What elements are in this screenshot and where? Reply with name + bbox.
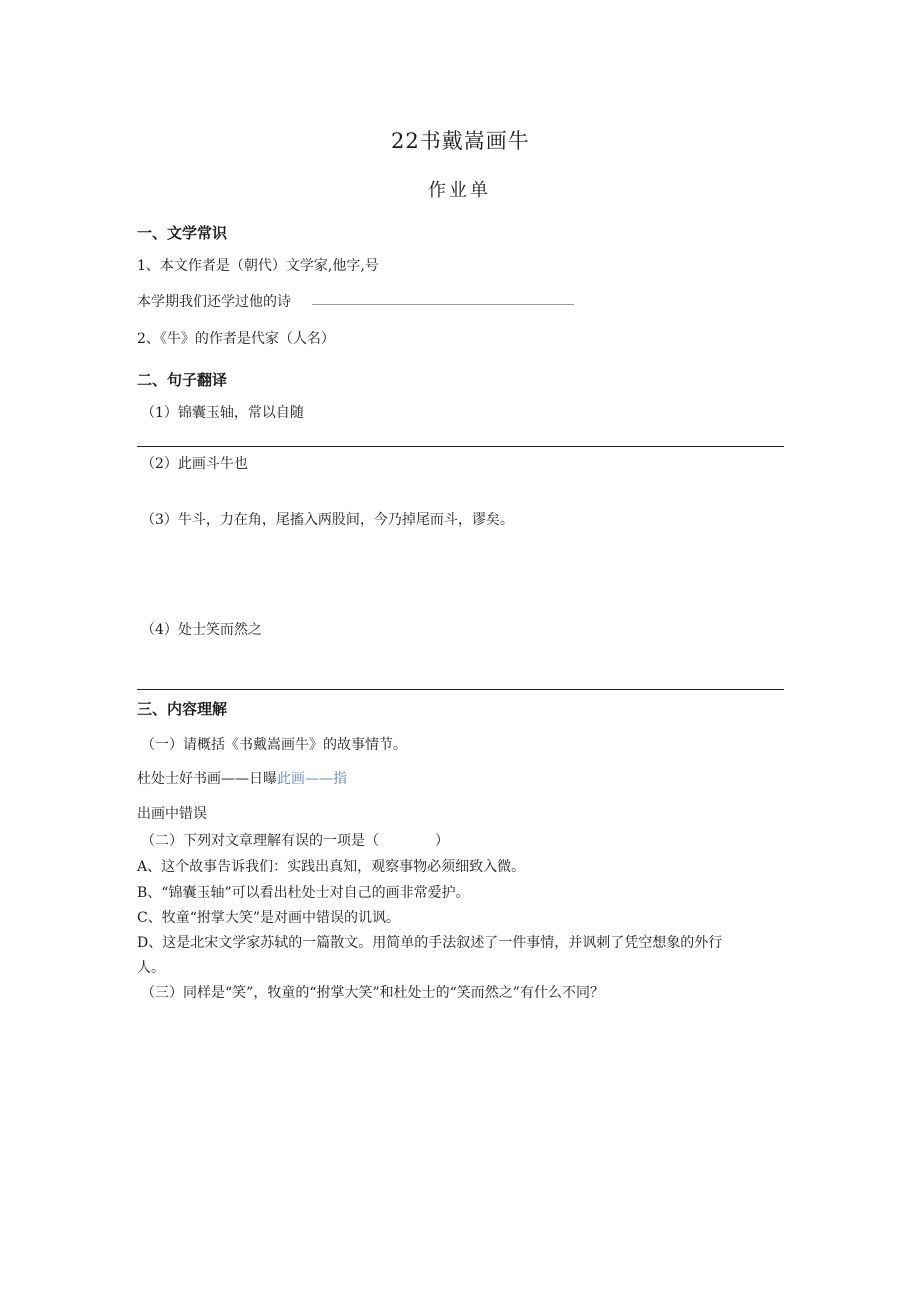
plot-summary-part-a: 杜处士好书画——日曝 (137, 771, 277, 787)
plot-summary-part-b: 此画——指 (277, 771, 347, 787)
section-heading-literature: 一、文学常识 (137, 224, 228, 242)
translation-sentence-2: （2）此画斗牛也 (141, 456, 248, 472)
section-heading-translation: 二、句子翻译 (137, 371, 228, 389)
page-title: 22书戴嵩画牛 (391, 129, 530, 153)
option-d-line-1: D、这是北宋文学家苏轼的一篇散文。用简单的手法叙述了一件事情，并讽刺了凭空想象的外行 (137, 935, 723, 951)
answer-line-4[interactable] (137, 689, 784, 690)
question-poem: 本学期我们还学过他的诗 (137, 294, 291, 310)
page-subtitle: 作业单 (428, 180, 491, 201)
plot-summary-line (137, 768, 347, 788)
comprehension-question-3: （三）同样是“笑”，牧童的“拊掌大笑”和杜处士的“笑而然之”有什么不同？ (141, 985, 604, 1001)
translation-sentence-1: （1）锦囊玉轴，常以自随 (141, 405, 304, 421)
answer-line-poem[interactable] (312, 304, 574, 305)
comprehension-question-2: （二）下列对文章理解有误的一项是（ ） (141, 833, 449, 849)
option-b: B、“锦囊玉轴”可以看出杜处士对自己的画非常爱护。 (137, 885, 470, 901)
comprehension-question-1: （一）请概括《书戴嵩画牛》的故事情节。 (141, 737, 407, 753)
option-c: C、牧童“拊掌大笑”是对画中错误的讥讽。 (137, 910, 401, 926)
section-heading-comprehension: 三、内容理解 (137, 700, 228, 718)
option-d-line-2: 人。 (137, 960, 165, 976)
answer-line-1[interactable] (137, 446, 784, 447)
question-author: 1、本文作者是（朝代）文学家,他字,号 (137, 258, 379, 274)
translation-sentence-3: （3）牛斗，力在角，尾搐入两股间，今乃掉尾而斗，谬矣。 (141, 512, 514, 528)
question-niu-author: 2、《牛》的作者是代家（人名） (137, 331, 335, 347)
option-a: A、这个故事告诉我们：实践出真知，观察事物必须细致入微。 (137, 859, 526, 875)
plot-summary-continued: 出画中错误 (137, 806, 207, 822)
translation-sentence-4: （4）处士笑而然之 (141, 622, 262, 638)
